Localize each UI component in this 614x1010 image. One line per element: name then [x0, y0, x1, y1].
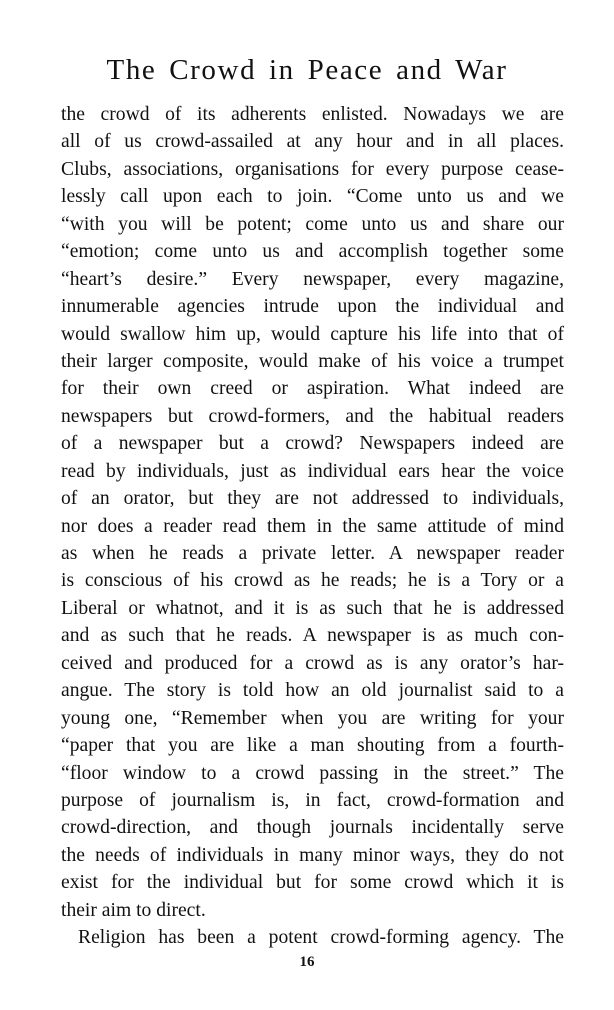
text-line: “paper that you are like a man shouting from a fourth-: [61, 735, 564, 757]
text-line: their larger composite, would make of his voice a trumpet: [61, 350, 564, 372]
paragraph-start-line: Religion has been a potent crowd-forming agency. The: [78, 927, 564, 949]
text-line: purpose of journalism is, in fact, crowd-formation and: [61, 789, 564, 811]
page-number: 16: [299, 954, 315, 970]
text-line: read by individuals, just as individual ears hear the voice: [61, 460, 564, 482]
text-line: for their own creed or aspiration. What indeed are: [61, 378, 564, 400]
text-line: the needs of individuals in many minor ways, they do not: [61, 844, 564, 866]
text-line: “floor window to a crowd passing in the street.” The: [61, 762, 564, 784]
text-line: of a newspaper but a crowd? Newspapers indeed are: [61, 433, 564, 455]
paragraph-end-line: their aim to direct.: [61, 899, 206, 921]
text-line: as when he reads a private letter. A newspaper reader: [61, 543, 564, 564]
text-line: ceived and produced for a crowd as is any orator’s har-: [61, 652, 564, 674]
text-line: angue. The story is told how an old journalist said to a: [61, 680, 564, 702]
text-line: young one, “Remember when you are writing for your: [61, 707, 564, 729]
text-line: “heart’s desire.” Every newspaper, every magazine,: [61, 268, 564, 290]
text-line: crowd-direction, and though journals incidentally serve: [61, 817, 564, 839]
text-line: would swallow him up, would capture his life into that of: [61, 323, 564, 345]
text-line: and as such that he reads. A newspaper is as much con-: [61, 625, 564, 647]
text-line: the crowd of its adherents enlisted. Nowadays we are: [61, 104, 564, 125]
text-line: exist for the individual but for some crowd which it is: [61, 872, 564, 894]
text-line: is conscious of his crowd as he reads; he is a Tory or a: [61, 570, 564, 592]
text-line: of an orator, but they are not addressed to individuals,: [61, 488, 564, 510]
text-line: “with you will be potent; come unto us and share our: [61, 213, 564, 235]
text-line: Clubs, associations, organisations for every purpose cease-: [61, 158, 564, 180]
text-line: Liberal or whatnot, and it is as such that he is addressed: [61, 597, 564, 619]
text-line: “emotion; come unto us and accomplish together some: [61, 241, 564, 263]
text-line: nor does a reader read them in the same attitude of mind: [61, 515, 564, 537]
text-line: newspapers but crowd-formers, and the habitual readers: [61, 405, 564, 427]
text-line: lessly call upon each to join. “Come unto us and we: [61, 186, 564, 208]
text-line: innumerable agencies intrude upon the individual and: [61, 296, 564, 318]
running-head: The Crowd in Peace and War: [106, 54, 508, 86]
body-text: [61, 101, 564, 952]
text-line: all of us crowd-assailed at any hour and in all places.: [61, 131, 564, 153]
